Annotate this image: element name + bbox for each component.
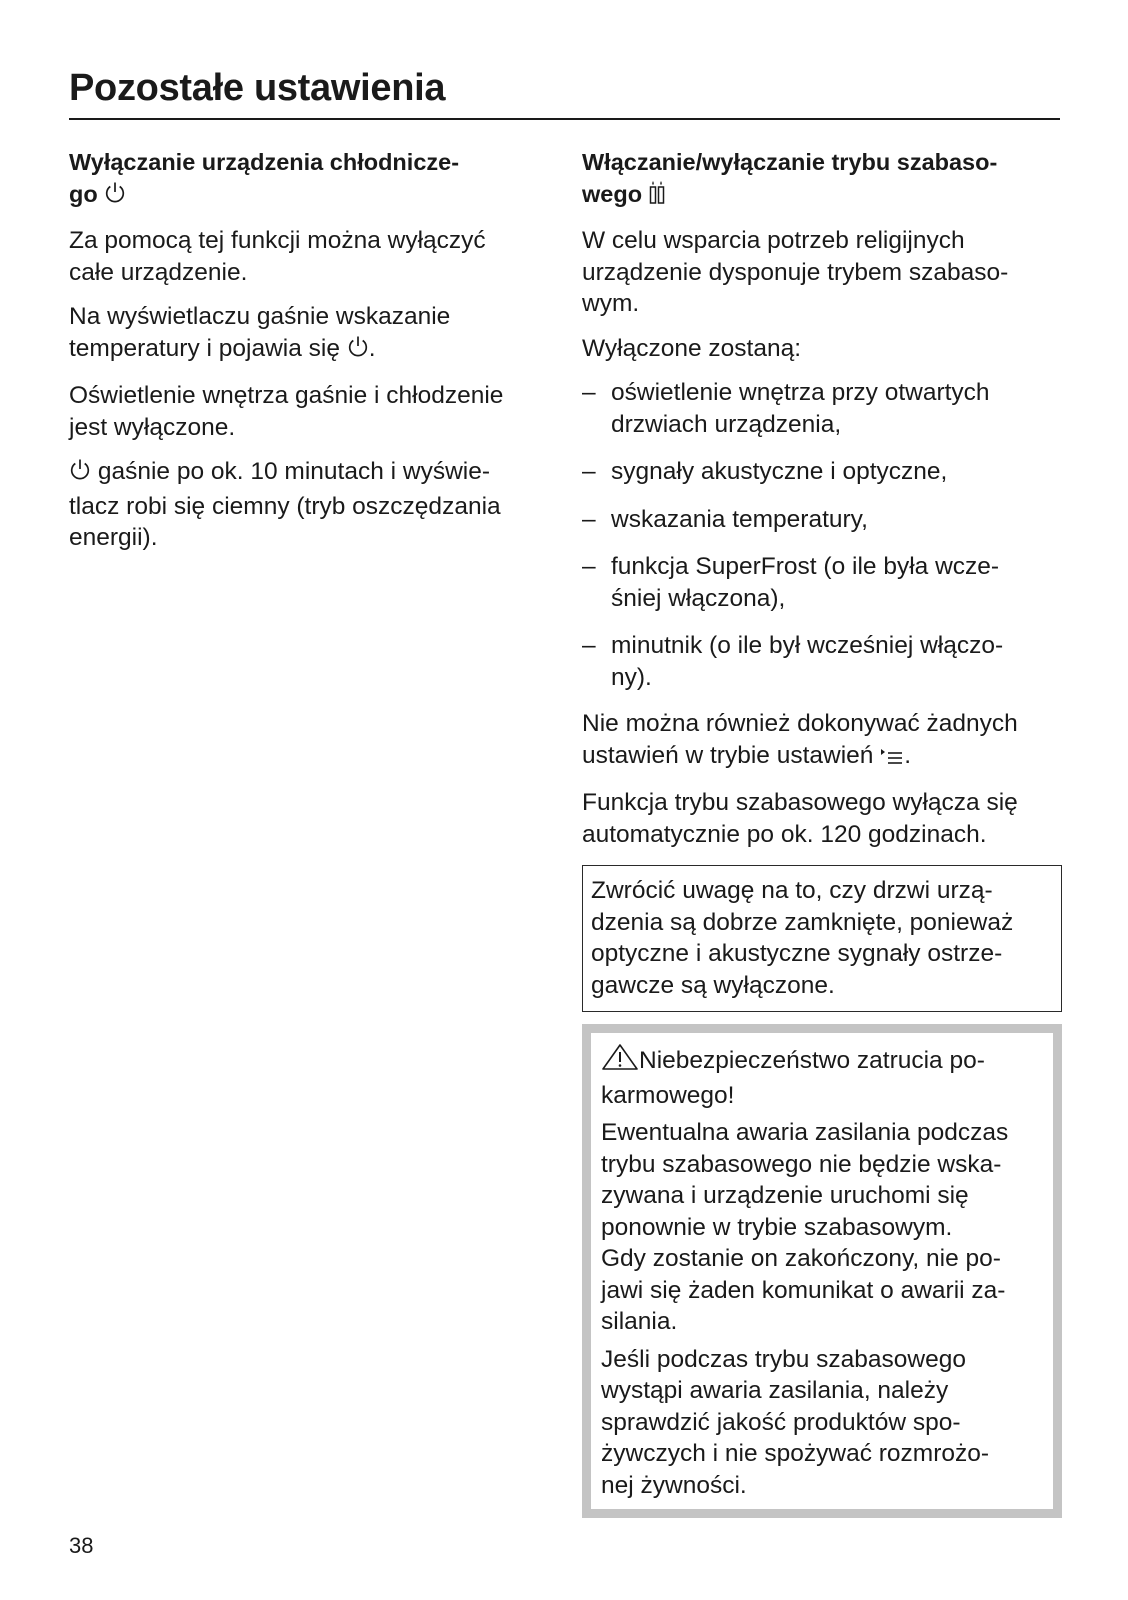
paragraph (69, 456, 554, 554)
text-line: Niebezpieczeństwo zatrucia po- (639, 1047, 985, 1074)
section-heading-power-off (69, 146, 554, 213)
text-line: wystąpi awaria zasilania, należy (601, 1377, 949, 1404)
text-line: Za pomocą tej funkcji można wyłączyć (69, 227, 486, 254)
text-line: temperatury i pojawia się (69, 334, 340, 362)
text-line: Nie można również dokonywać żadnych (582, 710, 1018, 737)
text-line: ny). (611, 663, 652, 691)
list-dash: – (582, 458, 596, 485)
warning-title (601, 1043, 1043, 1111)
text-line: oświetlenie wnętrza przy otwartych (611, 379, 990, 406)
list-item (582, 630, 1062, 693)
text-line: jest wyłączone. (69, 413, 236, 441)
text-line: zywana i urządzenie uruchomi się (601, 1182, 969, 1209)
list-item (582, 456, 1062, 488)
list-item (582, 551, 1062, 614)
list-item (582, 504, 1062, 536)
warning-triangle-icon (601, 1043, 639, 1080)
text-line: sygnały akustyczne i optyczne, (611, 458, 948, 485)
page-title: Pozostałe ustawienia (69, 67, 446, 109)
text-line: silania. (601, 1308, 678, 1335)
text-line: Zwrócić uwagę na to, czy drzwi urzą- (591, 877, 993, 904)
punctuation: . (368, 334, 376, 362)
text-line: śniej włączona), (611, 584, 786, 612)
text-line: funkcja SuperFrost (o ile była wcze- (611, 553, 1000, 580)
text-line: Gdy zostanie on zakończony, nie po- (601, 1245, 1001, 1272)
text-line: W celu wsparcia potrzeb religijnych (582, 227, 965, 254)
text-line: jawi się żaden komunikat o awarii za- (601, 1276, 1006, 1304)
text-line: energii). (69, 524, 158, 551)
punctuation: . (904, 741, 912, 769)
list-dash: – (582, 632, 596, 659)
text-line: Oświetlenie wnętrza gaśnie i chłodzenie (69, 382, 504, 409)
note-box (582, 865, 1062, 1012)
text-line: tlacz robi się ciemny (tryb oszczędzania (69, 492, 501, 520)
text-line: żywczych i nie spożywać rozmrożo- (601, 1440, 990, 1467)
text-line: wym. (582, 290, 640, 317)
title-divider (69, 118, 1060, 120)
text-line: karmowego! (601, 1081, 735, 1109)
heading-line: wego (582, 181, 643, 207)
power-icon (104, 181, 126, 213)
power-icon (347, 335, 369, 368)
paragraph (69, 380, 554, 443)
text-line: sprawdzić jakość produktów spo- (601, 1408, 961, 1436)
settings-menu-icon (880, 743, 904, 775)
text-line: gawcze są wyłączone. (591, 971, 835, 999)
text-line: dzenia są dobrze zamknięte, ponieważ (591, 908, 1014, 936)
text-line: Jeśli podczas trybu szabasowego (601, 1345, 966, 1373)
paragraph (69, 225, 554, 288)
text-line: całe urządzenie. (69, 258, 248, 286)
list-dash: – (582, 379, 596, 406)
text-line: ponownie w trybie szabasowym. (601, 1213, 953, 1241)
paragraph: Wyłączone zostaną: (582, 334, 802, 362)
power-icon (69, 458, 91, 491)
heading-line: Wyłączanie urządzenia chłodnicze- (69, 149, 460, 175)
text-line: trybu szabasowego nie będzie wska- (601, 1150, 1002, 1178)
warning-paragraph (601, 1117, 1043, 1338)
right-column (582, 146, 1062, 1518)
sabbath-candles-icon (649, 179, 665, 213)
text-line: minutnik (o ile był wcześniej włączo- (611, 632, 1004, 659)
paragraph (69, 301, 554, 367)
warning-box (582, 1024, 1062, 1518)
paragraph (582, 225, 1062, 320)
disabled-features-list (582, 377, 1062, 693)
list-dash: – (582, 553, 596, 580)
list-dash: – (582, 505, 596, 533)
warning-paragraph (601, 1344, 1043, 1502)
text-line: Na wyświetlaczu gaśnie wskazanie (69, 303, 451, 330)
text-line: automatycznie po ok. 120 godzinach. (582, 820, 987, 848)
text-line: gaśnie po ok. 10 minutach i wyświe- (97, 458, 491, 485)
page-number: 38 (69, 1533, 94, 1558)
text-line: Funkcja trybu szabasowego wyłącza się (582, 789, 1018, 816)
text-line: optyczne i akustyczne sygnały ostrze- (591, 940, 1003, 967)
text-line: urządzenie dysponuje trybem szabaso- (582, 258, 1009, 286)
paragraph (582, 708, 1062, 774)
text-line: wskazania temperatury, (611, 505, 868, 533)
text-line: Ewentualna awaria zasilania podczas (601, 1119, 1009, 1146)
heading-line: Włączanie/wyłączanie trybu szabaso- (582, 149, 998, 175)
list-item (582, 377, 1062, 440)
text-line: drzwiach urządzenia, (611, 410, 842, 438)
heading-line: go (69, 181, 98, 207)
section-heading-sabbath-mode (582, 146, 1062, 213)
left-column (69, 146, 554, 554)
paragraph (582, 787, 1062, 850)
text-line: ustawień w trybie ustawień (582, 741, 874, 769)
text-line: nej żywności. (601, 1471, 747, 1499)
